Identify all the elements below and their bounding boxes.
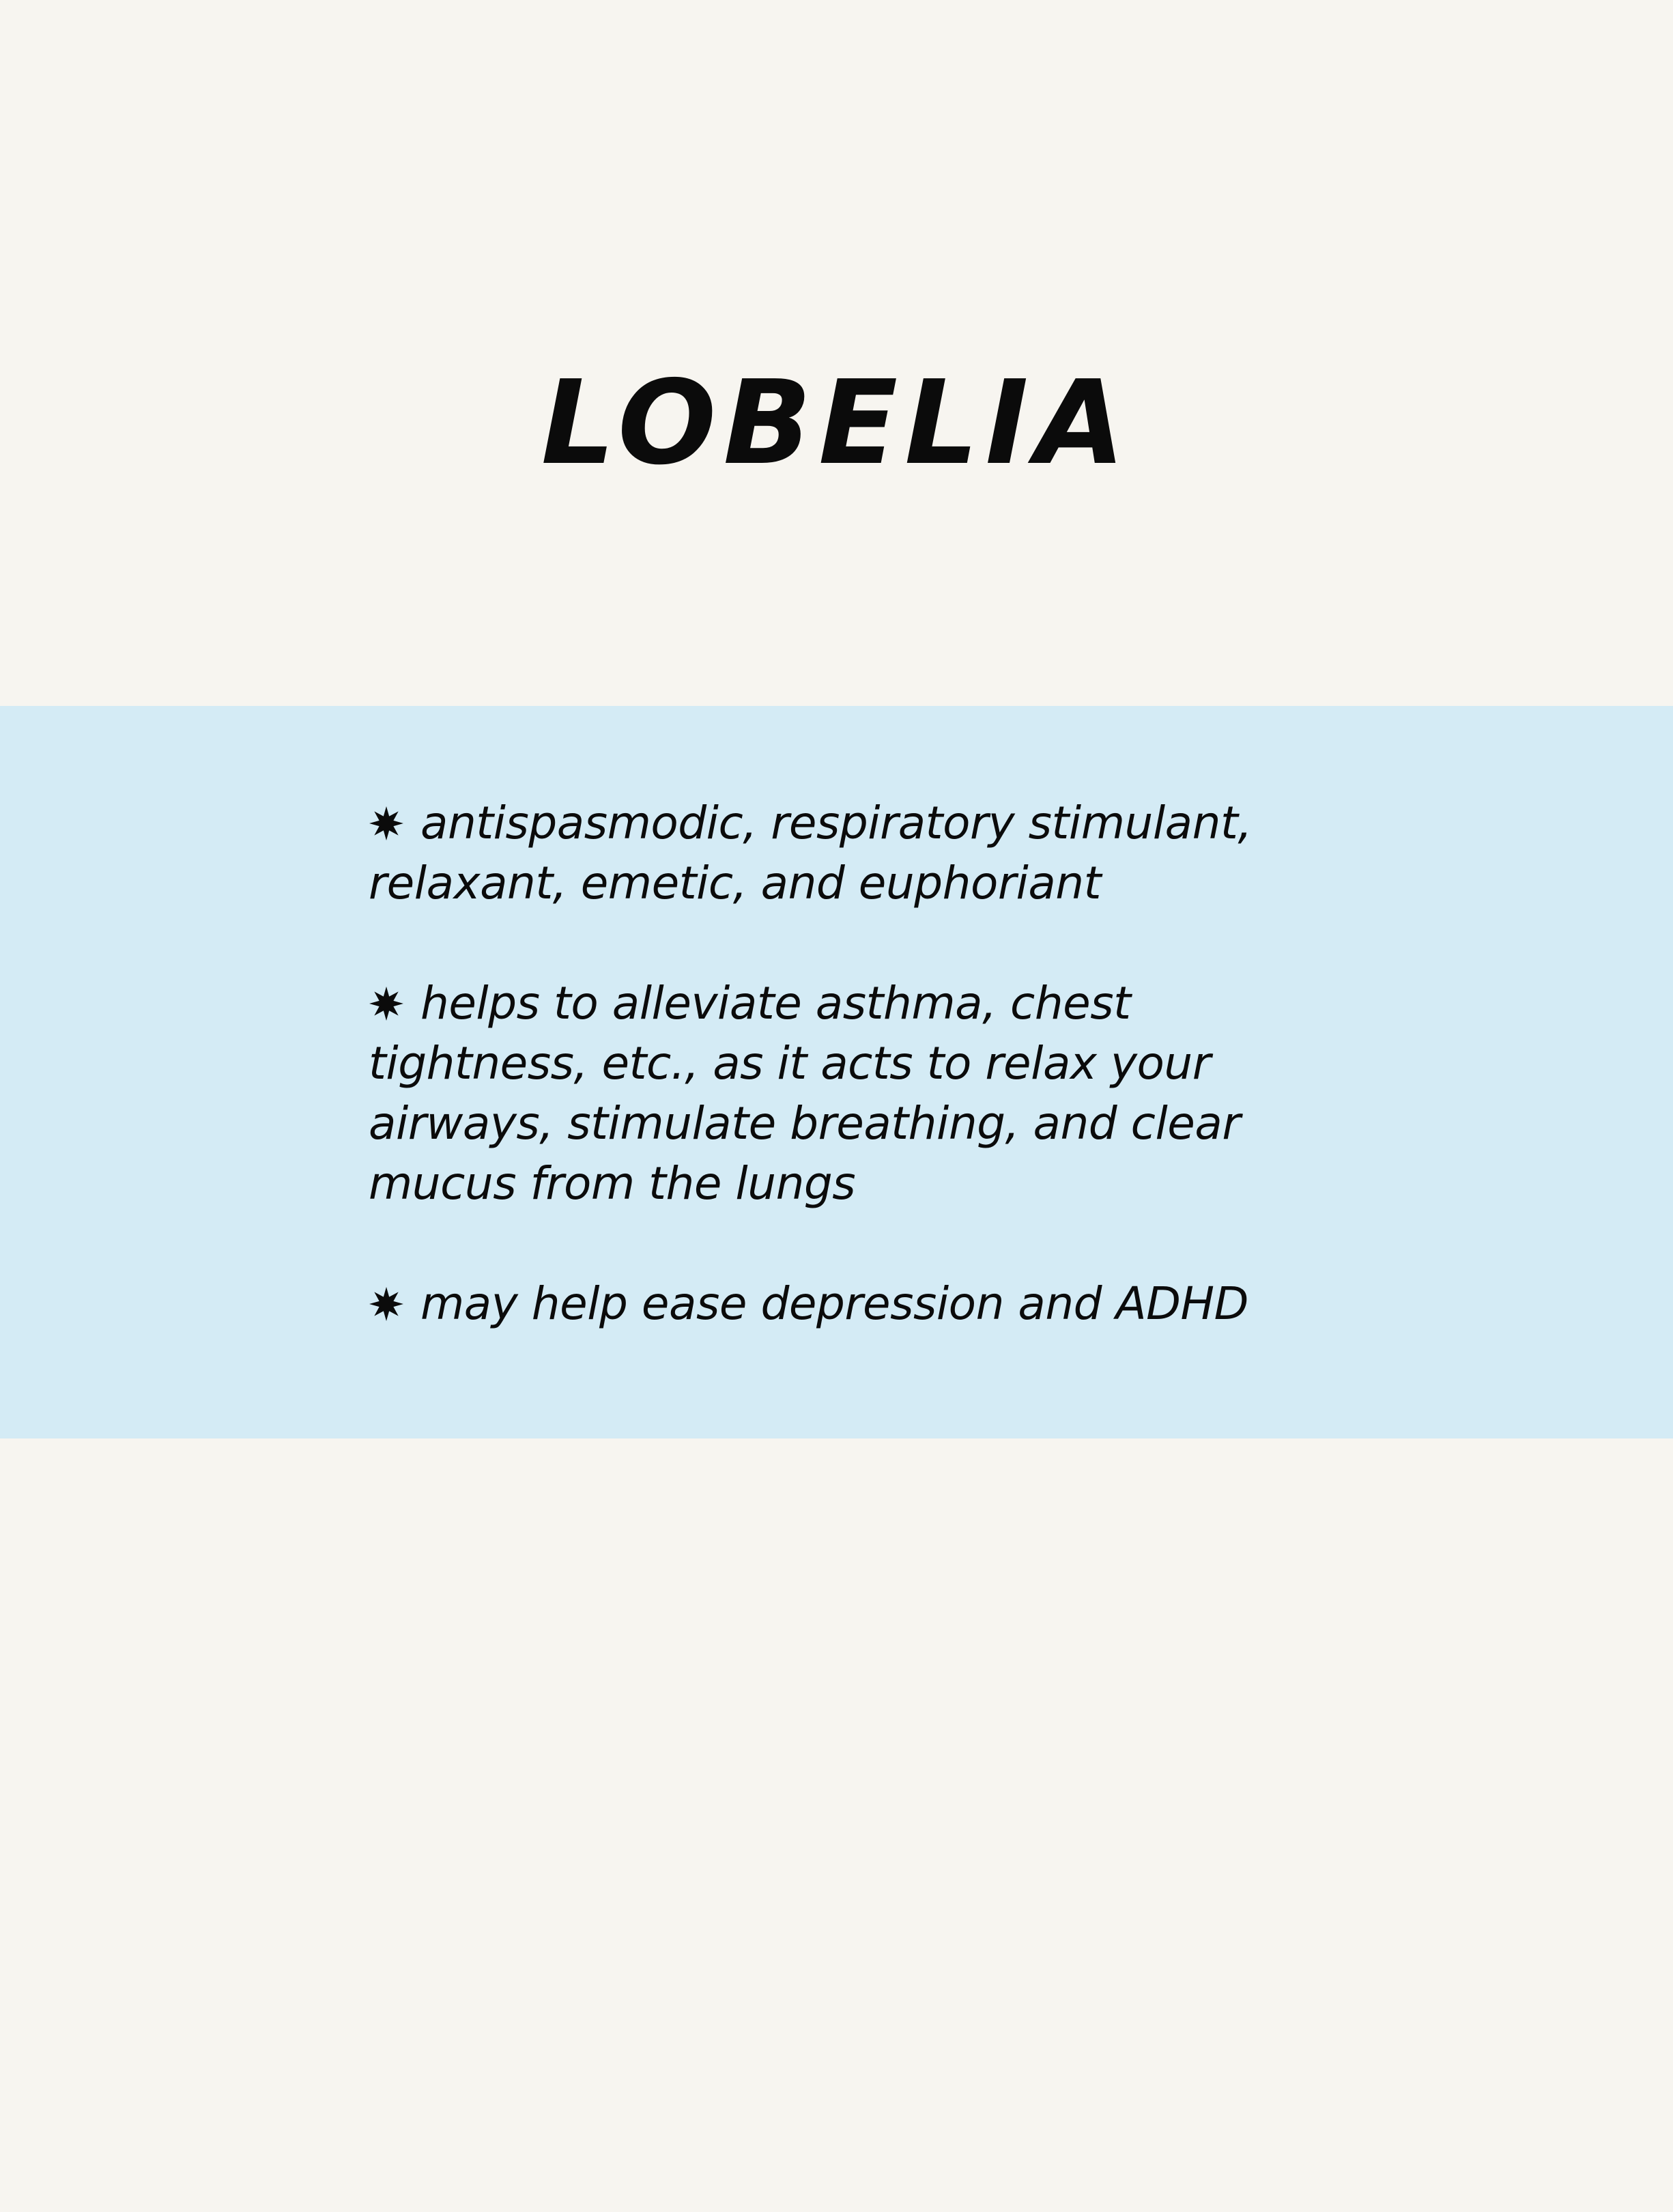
list-item bbox=[369, 974, 1338, 1214]
list-item-text: helps to alleviate asthma, chest tightness, etc., as it acts to relax your airways, stimulate breathing, and clear mucus from the lungs bbox=[369, 977, 1240, 1210]
list-item-text: may help ease depression and ADHD bbox=[420, 1277, 1248, 1330]
list-item-text: antispasmodic, respiratory stimulant, relaxant, emetic, and euphoriant bbox=[369, 797, 1252, 909]
benefits-list bbox=[369, 793, 1338, 1334]
star-bullet-icon bbox=[369, 986, 404, 1021]
page-title: LOBELIA bbox=[541, 356, 1132, 491]
star-bullet-icon bbox=[369, 1286, 404, 1322]
list-item bbox=[369, 793, 1338, 913]
list-item bbox=[369, 1274, 1338, 1334]
star-bullet-icon bbox=[369, 806, 404, 841]
